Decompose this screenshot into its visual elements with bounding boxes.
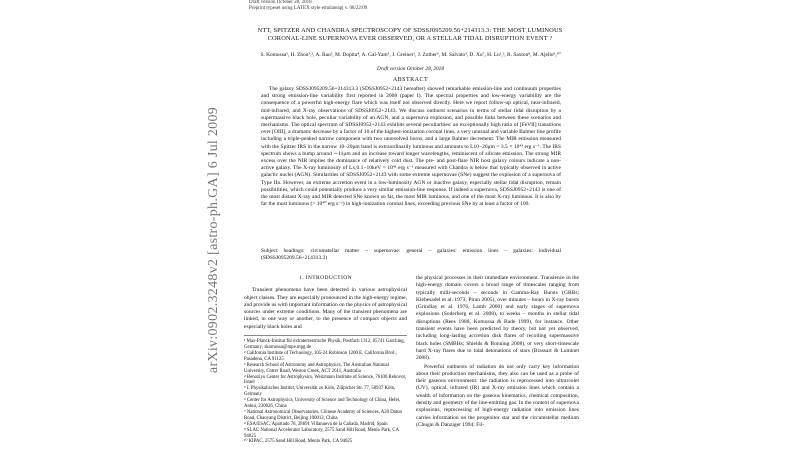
affiliation-footnotes: [244, 335, 407, 445]
footnote: ⁷ National Astronomical Observatories, Chinese Academy of Sciences, A20 Datun Road, Chaoyang District, Beijing 100012, China: [244, 409, 402, 421]
abstract-body: [261, 86, 561, 208]
subject-headings: Subject headings: circumstellar matter – supernovae: general – galaxies: emission lines – galaxies: individual (SDSSJ095209.56+214313.3): [261, 248, 561, 262]
right-paragraph: Powerful outbursts of radiation do not only carry key information about their production mechanisms, they also can be used as a probe of their gaseous environment: the radiation is reprocessed into ultraviolet (UV), optical, infrared (IR) and X-ray emission lines which contain a wealth of information on the gaseous kinematics, chemical composition, density and geometry of the line-emitting gas. In the context of supernova explosions, reprocessing of high-energy radiation into emission lines carries information on the progenitor star and the circumstellar medium (Chugai & Danziger 1994; Fil-: [416, 363, 579, 428]
footnote: ⁵ I. Physikalisches Institut, Universität zu Köln, Zülpicher Str. 77, 50937 Köln, Germany: [244, 386, 396, 398]
arxiv-identifier: arXiv:0902.3248v2 [astro-ph.GA] 6 Jul 2009: [206, 106, 221, 374]
section-heading-introduction: 1. INTRODUCTION: [298, 275, 353, 281]
preprint-draft-line: Draft version October 28, 2018: [249, 0, 312, 5]
preprint-style-line: Preprint typeset using LATEX style emulateapj v. 08/22/09: [249, 6, 368, 11]
paper-title: NTT, SPITZER AND CHANDRA SPECTROSCOPY OF SDSSJ095209.56+214313.3: THE MOST LUMINOUS CORONAL-LINE SUPERNOVA EVER OBSERVED, OR A STELLAR TIDAL DISRUPTION EVENT ?: [257, 27, 563, 42]
draft-version: Draft version October 28, 2018: [377, 66, 444, 72]
footnote: ⁶ Center for Astrophysics, University of Science and Technology of China, Hefei, Anhui, 230026, China: [244, 398, 401, 410]
left-column: [244, 275, 407, 445]
right-paragraph: the physical processes in their immediate environment. Transience in the high-energy domain covers a broad range of timescales ranging from typically milli-seconds – seconds in Gamma-Ray Bursts (GRBs; Klebesadel et al. 1973, Piran 2005), over minutes – hours in X-ray bursts (Grindlay et al. 1976, Lamb 2000) and early stages of supernova explosions (Soderberg et al. 2008), to weeks – months in stellar tidal disruptions (Rees 1988, Komossa & Bade 1999), for instance. Other transient events have been predicted by theory, but not yet observed, including long-lasting accretion disk flares of recoiling supermassive black holes (SMBHs; Shields & Bonning 2008), or very short-timescale hard X-ray flares due to tidal detonations of stars (Brassart & Luminet 2008).: [416, 275, 579, 362]
footnote: ¹ Max-Planck-Institut für extraterrestrische Physik, Postfach 1312, 85741 Garching, Germany; skomossa@mpe.mpg.de: [244, 339, 405, 350]
preprint-header: [249, 0, 367, 12]
footnote: ³ Research School of Astronomy and Astrophysics, The Australian National University, Cotter Road, Weston Creek, ACT 2611, Australia: [244, 362, 389, 374]
footnote: ⁸ ESA/ESAC, Apartado 78, 28691 Villanueva de la Cañada, Madrid, Spain: [244, 421, 388, 427]
abstract-text: The galaxy SDSSJ095209.56+214313.3 (SDSSJ0952+2143 hereafter) showed remarkable emission-line and continuum properties and strong emission-line variability first reported in 2008 (paper I). The spectral properties and low-energy variability are the consequence of a powerful high-energy flare which was itself not observed directly. Here we report follow-up optical, near-infrared, mid-infrared, and X-ray observations of SDSSJ0952+2143. We discuss outburst scenarios in terms of stellar tidal disruption by a supermassive black hole, peculiar variability of an AGN, and a supernova explosion, and possible links between these scenarios and mechanisms. The optical spectrum of SDSSJ0952+2143 exhibits several peculiarities: an exceptionally high ratio of [FeVII] transitions over [OIII], a dramatic decrease by a factor of 10 of the highest-ionization coronal lines, a very unusual and variable Balmer line profile including a triple-peaked narrow component with two unresolved horns, and a large Balmer decrement. The MIR emission measured with the Spitzer IRS in the narrow 10–20μm band is extraordinarily luminous and amounts to L10−20μm = 3.5 × 10⁴³ erg s⁻¹. The IRS spectrum shows a bump around ∼11μm and an increase toward longer wavelengths, reminiscent of silicate emission. The strong MIR excess over the NIR implies the dominance of relatively cold dust. The pre- and post-flare NIR host galaxy colours indicate a non-active galaxy. The X-ray luminosity of Lx,0.1−10keV = 10⁴¹ erg s⁻¹ measured with Chandra is below that typically observed in active galactic nuclei (AGN). Similarities of SDSSJ0952+2143 with some extreme supernovae (SNe) suggest the explosion of a supernova of Type IIn. However, an extreme accretion event in a low-luminosity AGN or inactive galaxy, especially stellar tidal disruption, remain possibilities, which could potentially produce a very similar emission-line response. If indeed a supernova, SDSSJ0952+2143 is one of the most distant X-ray and MIR detected SNe known so far, the most MIR luminous, and one of the most X-ray luminous. It is also by far the most luminous (> 10⁴⁰ erg s⁻¹) in high-ionization coronal lines, exceeding previous SNe by at least a factor of 100.: [261, 86, 561, 208]
abstract-heading: ABSTRACT: [392, 77, 429, 83]
author-list: S. Komossa¹, H. Zhou¹,², A. Rau³, M. Dopita⁴, A. Gal-Yam⁵, J. Greiner¹, J. Zuther⁶, M. Salvato³, D. Xu⁷, H. Lu¹,², R. Saxton⁸, M. Ajello⁹,¹⁰: [260, 52, 561, 58]
footnote: ² California Institute of Technology, 105-24 Robinson 1200 E. California Blvd., Pasadena, CA 91125: [244, 350, 397, 362]
introduction-paragraph: Transient phenomena have been detected in various astrophysical object classes. They are especially pronounced in the high-energy regime, and provide us with important information on the physics of astrophysical sources under extreme conditions. Many of the transient phenomena are linked, in one way or another, to the presence of compact objects and especially black holes and: [244, 287, 407, 330]
footnote: ¹⁰ KIPAC, 2575 Sand Hill Road, Menlo Park, CA 94025: [244, 439, 353, 445]
right-column: [416, 275, 579, 430]
footnote: ⁴ Benoziyo Center for Astrophysics, Weizmann Institute of Science, 76100 Rehovot, Israel: [244, 374, 406, 386]
footnote: ⁹ SLAC National Accelerator Laboratory, 2575 Sand Hill Road, Menlo Park, CA 94025: [244, 427, 399, 439]
